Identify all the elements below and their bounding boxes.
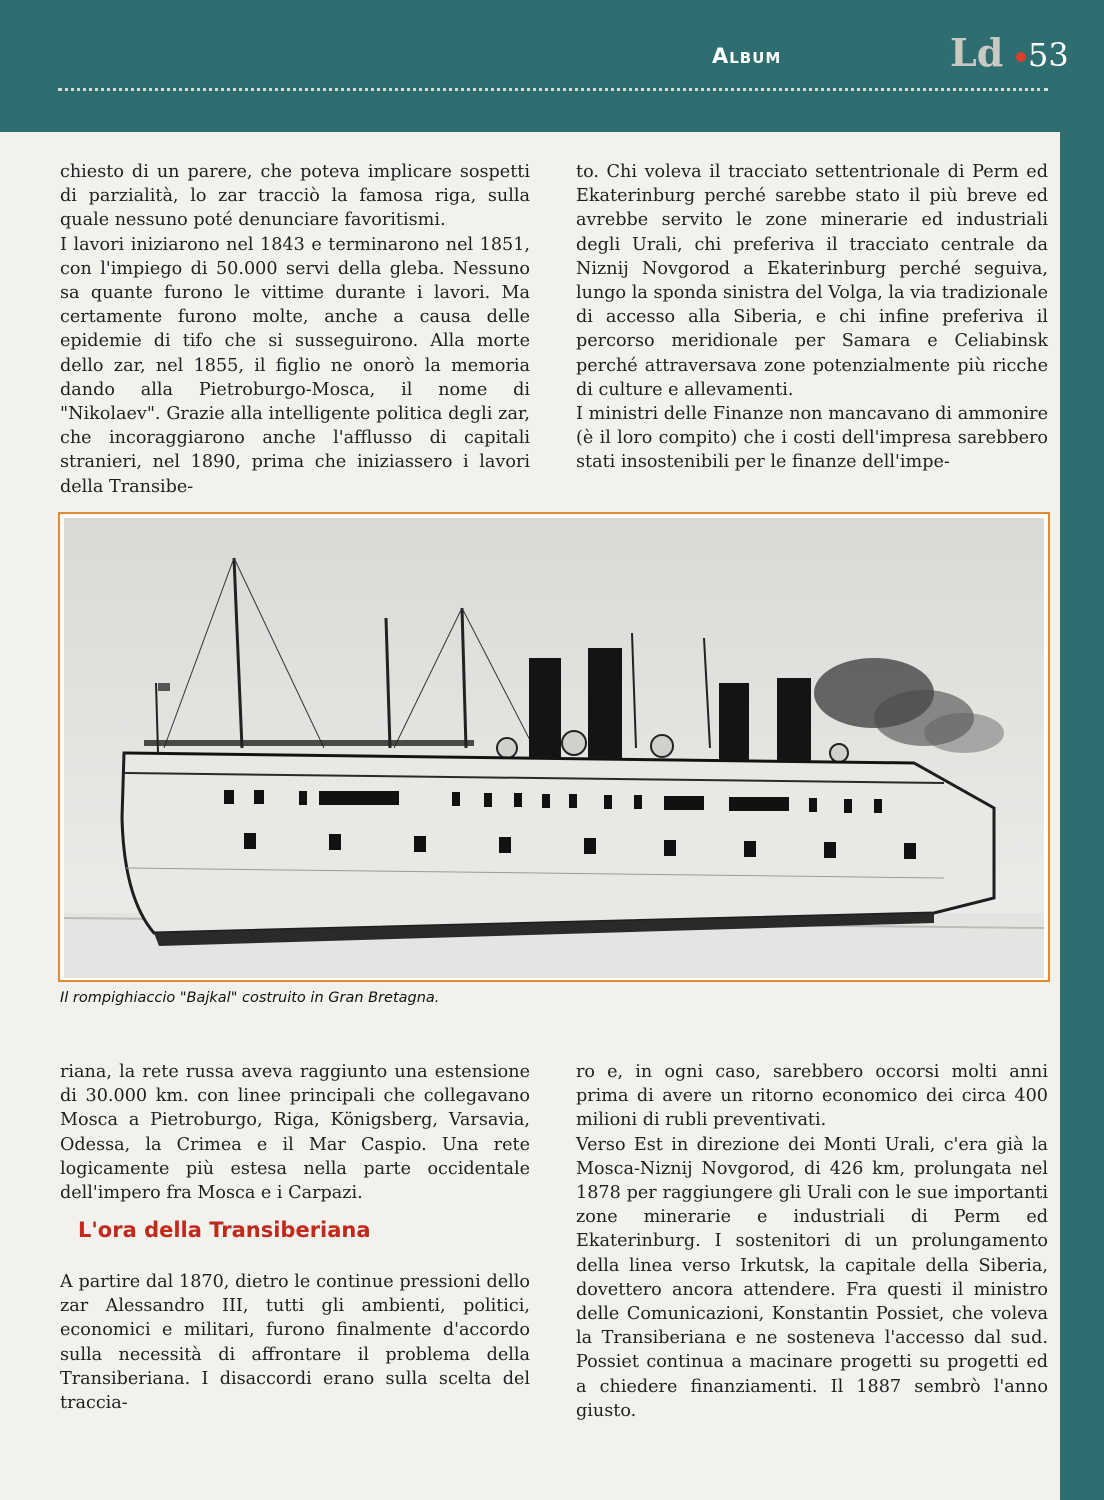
section-label: Album <box>712 44 782 68</box>
paragraph: I ministri delle Finanze non mancavano di ammonire (è il loro compito) che i costi dell'impresa sarebbero stati insostenibili per le finanze dell'impe- <box>576 404 1048 473</box>
page-number: 53 <box>1028 36 1069 74</box>
paragraph: ro e, in ogni caso, sarebbero occorsi molti anni prima di avere un ritorno economico dei circa 400 milioni di rubli preventivati. <box>576 1062 1048 1131</box>
paragraph: to. Chi voleva il tracciato settentrionale di Perm ed Ekaterinburg perché sarebbe stato il più breve ed avrebbe servito le zone minerarie ed industriali degli Urali, chi preferiva il tracciato centrale da Niznij Novgorod a Ekaterinburg perché seguiva, lungo la sponda sinistra del Volga, la via tradizionale di accesso alla Siberia, e chi infine preferiva il percorso meridionale per Samara e Celiabinsk perché attraversava zone potenzialmente più ricche di culture e allevamenti. <box>576 162 1048 400</box>
section-heading: L'ora della Transiberiana <box>78 1218 371 1242</box>
header-band <box>0 0 1104 132</box>
paragraph: chiesto di un parere, che poteva implicare sospetti di parzialità, lo zar tracciò la famosa riga, sulla quale nessuno poté denunciare favoritismi. <box>60 162 530 231</box>
magazine-logo <box>950 30 1003 75</box>
sidebar-band <box>1060 0 1104 1500</box>
column-top-right <box>576 160 1048 475</box>
header-dot <box>1016 52 1026 62</box>
column-top-left <box>60 160 530 499</box>
logo-text: Ld <box>950 30 1004 75</box>
paragraph: riana, la rete russa aveva raggiunto una estensione di 30.000 km. con linee principali che collegavano Mosca a Pietroburgo, Riga, Königsberg, Varsavia, Odessa, la Crimea e il Mar Caspio. Una rete logicamente più estesa nella parte occidentale dell'impero fra Mosca e i Carpazi. <box>60 1062 530 1204</box>
photo-caption: Il rompighiaccio "Bajkal" costruito in Gran Bretagna. <box>60 990 440 1006</box>
dotted-rule <box>58 88 1048 91</box>
icebreaker-photo <box>64 518 1044 978</box>
paragraph: I lavori iniziarono nel 1843 e terminarono nel 1851, con l'impiego di 50.000 servi della gleba. Nessuno sa quante furono le vittime durante i lavori. Ma certamente furono molte, anche a causa delle epidemie di tifo che si susseguirono. Alla morte dello zar, nel 1855, il figlio ne onorò la memoria dando alla Pietroburgo-Mosca, il nome di "Nikolaev". Grazie alla intelligente politica degli zar, che incoraggiarono anche l'afflusso di capitali stranieri, nel 1890, prima che iniziassero i lavori della Transibe- <box>60 234 530 497</box>
photo-frame <box>58 512 1050 982</box>
paragraph: Verso Est in direzione dei Monti Urali, c'era già la Mosca-Niznij Novgorod, di 426 km, prolungata nel 1878 per raggiungere gli Urali con le sue importanti zone minerarie e industriali di Perm ed Ekaterinburg. I sostenitori di un prolungamento della linea verso Irkutsk, la capitale della Siberia, dovettero ancora attendere. Fra questi il ministro delle Comunicazioni, Konstantin Possiet, che voleva la Transiberiana e ne sosteneva l'accesso dal sud. Possiet continua a macinare progetti su progetti ed a chiedere finanziamenti. Il 1887 sembrò l'anno giusto. <box>576 1134 1048 1421</box>
column-bottom-left <box>60 1060 530 1205</box>
column-bottom-left-continued <box>60 1270 530 1415</box>
column-bottom-right <box>576 1060 1048 1423</box>
paragraph: A partire dal 1870, dietro le continue pressioni dello zar Alessandro III, tutti gli ambienti, politici, economici e militari, furono finalmente d'accordo sulla necessità di affrontare il problema della Transiberiana. I disaccordi erano sulla scelta del traccia- <box>60 1272 530 1414</box>
